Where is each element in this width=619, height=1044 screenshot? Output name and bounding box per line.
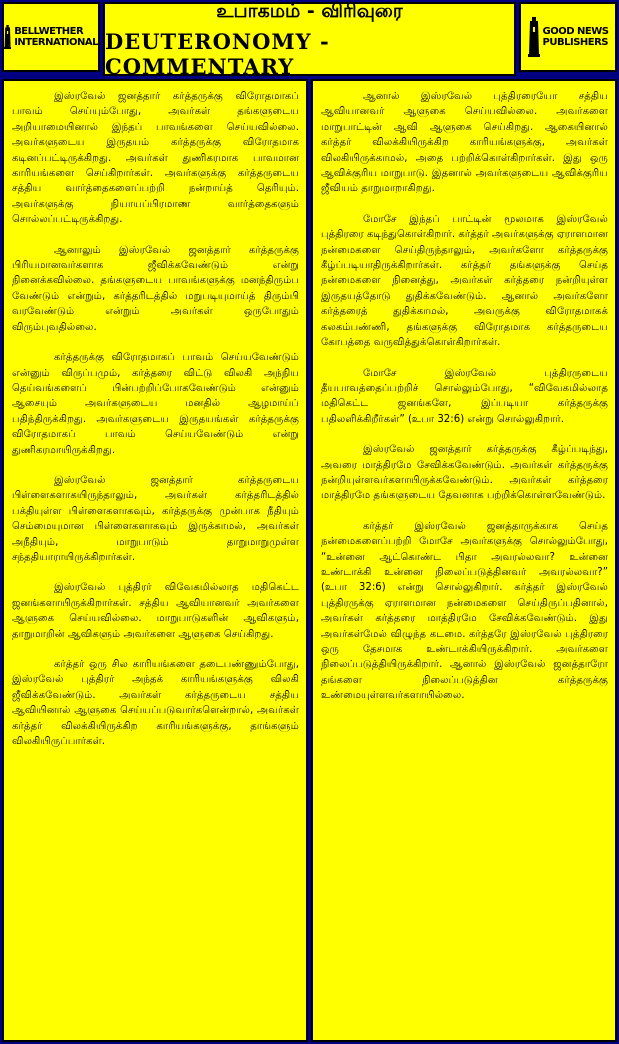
left-logo-line2: INTERNATIONAL (14, 37, 98, 48)
good-news-logo (519, 2, 617, 72)
paragraph: ஆனால் இஸ்ரவேல் புத்திரரையோ சத்திய ஆவியானவர் ஆளுகை செய்யவில்லை. அவர்களை மாறுபாட்டின் ஆவி ஆளுகை செய்கிறது. ஆகையினால் கர்த்தர் விலக்கியிருக்கிற காரியங்களுக்கு, அவர்கள் விலகியிருக்காமல், அதை பற்றிக்கொள்கிறார்கள். இது ஒரு ஆவிக்குரிய மாறுபாடு. இதனால் அவர்களுடைய ஆவிக்குரிய ஜீவியம் தாறுமாறாகிறது. (321, 91, 608, 195)
right-logo-line2: PUBLISHERS (542, 37, 608, 48)
page-title-tamil: உபாகமம் - விரிவுரை (216, 0, 403, 22)
right-logo-line1: GOOD NEWS (542, 26, 609, 37)
bellwether-logo (2, 2, 100, 72)
title-block (103, 0, 516, 79)
page-header (2, 0, 617, 79)
paragraph: கர்த்தர் ஒரு சில காரியங்களை தடைபண்ணும்போது, இஸ்ரவேல் புத்திரர் அந்தக் காரியங்களுக்கு விலகி ஜீவிக்கவேண்டும். அவர்கள் கர்த்தருடைய சத்திய ஆவியினால் ஆளுகை செய்யப்படுவார்களென்றால், அவர்கள் கர்த்தர் விலக்கியிருக்கிற காரியங்களுக்கு, தாங்களும் விலகியிருப்பார்கள். (12, 659, 299, 748)
tower-icon (528, 17, 540, 57)
left-column (2, 79, 308, 1042)
paragraph: மோசே இந்தப் பாட்டின் மூலமாக இஸ்ரவேல் புத்திரரை கடிந்துகொள்கிறார். கர்த்தர் அவர்களுக்கு ஏராளமான நன்மைகளை செய்திருந்தாலும், அவர்களோ கர்த்தருக்கு கீழ்ப்படியாதிருக்கிறார்கள். கர்த்தர் தங்களுக்கு செய்த நன்மைகளை நினைத்து, அவர்கள் கர்த்தரை நன்றியுள்ள இருதயத்தோடு துதிக்கவேண்டும். ஆனால் அவர்களோ கர்த்தரைத் துதிக்காமல், அவருக்கு விரோதமாகக் கலகம்பண்ணி, தங்களுக்கு விரோதமாக கர்த்தருடைய கோபத்தை வருவித்துக்கொள்கிறார்கள். (321, 213, 608, 349)
bell-tower-icon (4, 17, 11, 57)
paragraph: கர்த்தருக்கு விரோதமாகப் பாவம் செய்யவேண்டும் என்னும் விருப்பமும், கர்த்தரை விட்டு விலகி அந்நிய தெய்வங்களைப் பின்பற்றிப்போகவேண்டும் என்னும் ஆசையும் அவர்களுடைய மனதில் ஆழமாய்ப் பதிந்திருக்கிறது. அவர்களுடைய இருதயங்கள் கர்த்தருக்கு விரோதமாகப் பாவம் செய்யவேண்டும் என்று துணிகரமாயிருக்கிறது. (12, 352, 299, 456)
page-title-english: DEUTERONOMY - COMMENTARY (105, 28, 330, 79)
paragraph: ஆனாலும் இஸ்ரவேல் ஜனத்தார் கர்த்தருக்கு பிரியமானவர்களாக ஜீவிக்கவேண்டும் என்று நினைக்கவில்லை. தங்களுடைய பாவங்களுக்கு மனந்திரும்ப வேண்டும் என்றும், கர்த்தரிடத்தில் மறுபடியுமாய்த் திரும்பி வரவேண்டும் என்றும் அவர்கள் ஒருபோதும் விரும்புவதில்லை. (12, 244, 299, 333)
left-logo-line1: BELLWETHER (14, 26, 84, 37)
paragraph: கர்த்தர் இஸ்ரவேல் ஜனத்தாருக்காக செய்த நன்மைகளைப்பற்றி மோசே அவர்களுக்கு சொல்லும்போது, “உன்னை ஆட்கொண்ட பிதா அவரல்லவா? உன்னை உண்டாக்கி உன்னை நிலைப்படுத்தினவர் அவரல்லவா?” (உபா 32:6) என்று சொல்லுகிறார். கர்த்தர் இஸ்ரவேல் புத்திரருக்கு ஏராளமான நன்மைகளை செய்திருப்பதினால், அவர்கள் கர்த்தரை மாத்திரமே சேவிக்கவேண்டும். இது அவர்கள்மேல் விழுந்த கடமை. கர்த்தரே இஸ்ரவேல் புத்திரரை ஒரு தேசமாக உண்டாக்கியிருக்கிறார். அவர்களை நிலைப்படுத்தியிருக்கிறார். ஆனால் இஸ்ரவேல் ஜனத்தாரோ தங்களை நிலைப்படுத்தின கர்த்தருக்கு உண்மையுள்ளவர்களாயில்லை. (321, 520, 608, 702)
paragraph: இஸ்ரவேல் புத்திரர் விவேகமில்லாத மதிகெட்ட ஜனங்களாயிருக்கிறார்கள். சத்திய ஆவியானவர் அவர்களை ஆளுகை செய்யவில்லை. மாறுபாடுகளின் ஆவிகளும், தாறுமாறின் ஆவிகளும் அவர்களை ஆளுகை செய்கிறது. (12, 582, 299, 640)
paragraph: மோசே இஸ்ரவேல் புத்திரருடைய தீயபாவத்தைப்பற்றிச் சொல்லும்போது, “விவேகமில்லாத மதிகெட்ட ஜனங்களே, இப்படியா கர்த்தருக்கு பதிலளிக்கிறீர்கள்” (உபா 32:6) என்று சொல்லுகிறார். (321, 367, 608, 425)
paragraph: இஸ்ரவேல் ஜனத்தார் கர்த்தருக்கு விரோதமாகப் பாவம் செய்யும்போது, அவர்கள் தங்களுடைய அறியாமையினால் இந்தப் பாவங்களை செய்யவில்லை. அவர்களுடைய இருதயம் கர்த்தருக்கு விரோதமாக கடினப்பட்டிருக்கிறது. அவர்கள் துணிகரமாக பாவமான காரியங்களை செய்கிறார்கள். அவர்களுக்கு கர்த்தருடைய சத்திய வார்த்தைகளைப்பற்றி நன்றாய்த் தெரியும். அவர்களுக்கு நியாயப்பிரமாண வார்த்தைகளும் சொல்லப்பட்டிருக்கிறது. (12, 91, 299, 226)
commentary-body (2, 79, 617, 1042)
paragraph: இஸ்ரவேல் ஜனத்தார் கர்த்தருக்கு கீழ்ப்படிந்து, அவரை மாத்திரமே சேவிக்கவேண்டும். அவர்கள் கர்த்தருக்கு நன்றியுள்ளவர்களாயிருக்கவேண்டும். அவர்கள் கர்த்தரை மாத்திரமே தங்களுடைய தேவனாக பற்றிக்கொள்ளவேண்டும். (321, 444, 608, 502)
right-column (311, 79, 617, 1042)
paragraph: இஸ்ரவேல் ஜனத்தார் கர்த்தருடைய பிள்ளைகளாகயிருந்தாலும், அவர்கள் கர்த்தரிடத்தில் பக்தியுள்ள பிள்ளைகளாகவும், கர்த்தருக்கு முன்பாக நீதியும் செம்மையுமான பிள்ளைகளாகவும் இருக்காமல், அவர்கள் அநீதியும், மாறுபாடும் தாறுமாறுமுள்ள சந்ததியாராயிருக்கிறார்கள். (12, 474, 299, 563)
